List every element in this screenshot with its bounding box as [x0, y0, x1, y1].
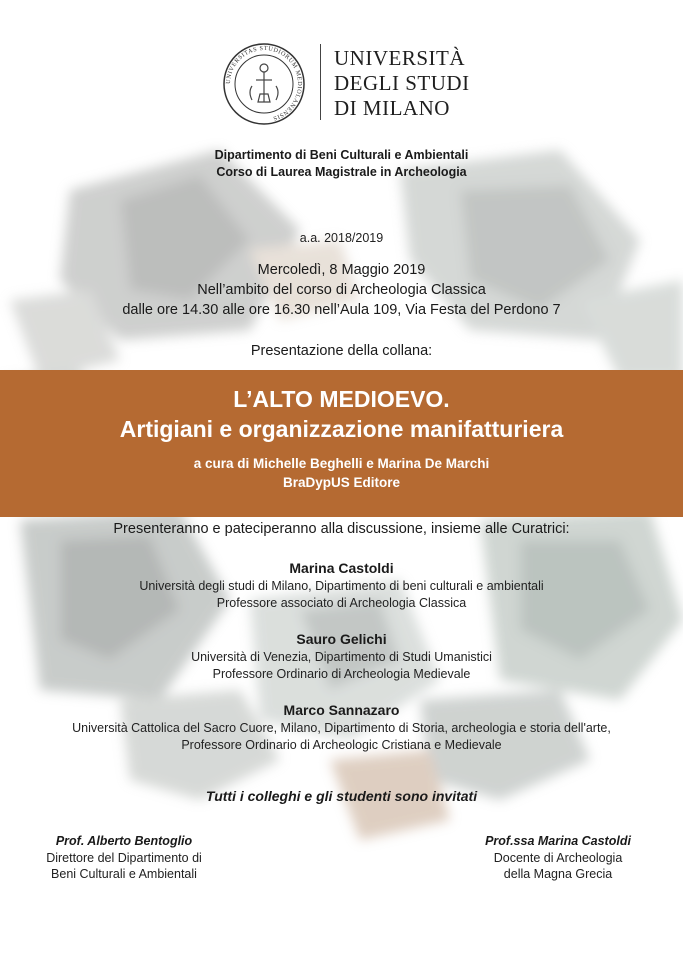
speaker-affiliation: Università di Venezia, Dipartimento di Studi Umanistici: [191, 650, 492, 664]
university-name: [334, 46, 470, 121]
signatory-name: Prof. Alberto Bentoglio: [55, 834, 193, 848]
course-line: Corso di Laurea Magistrale in Archeologia: [216, 165, 467, 179]
seal-text: UNIVERSITAS STUDIORUM MEDIOLANENSIS: [224, 44, 304, 122]
presentation-label: Presentazione della collana:: [250, 343, 433, 359]
event-details: [0, 260, 683, 320]
university-seal-icon: [222, 42, 306, 126]
university-name-line: DI MILANO: [334, 96, 450, 120]
academic-year: a.a. 2018/2019: [299, 231, 384, 245]
department-line: Dipartimento di Beni Culturali e Ambientali: [214, 148, 469, 162]
speaker-name: Marina Castoldi: [289, 560, 394, 576]
logo-divider: [320, 44, 321, 120]
event-context: Nell’ambito del corso di Archeologia Classica: [197, 282, 486, 298]
book-editors: a cura di Michelle Beghelli e Marina De Marchi: [193, 456, 490, 471]
signatory-role: Direttore del Dipartimento di: [46, 851, 202, 865]
signature-right: [438, 833, 678, 882]
book-credits: [0, 454, 683, 492]
speaker-block: [0, 701, 683, 754]
speaker-name: Marco Sannazaro: [283, 702, 400, 718]
event-time-place: dalle ore 14.30 alle ore 16.30 nell’Aula 109, Via Festa del Perdono 7: [122, 302, 561, 318]
signature-left: [4, 833, 244, 882]
book-title-line: L’ALTO MEDIOEVO.: [233, 386, 450, 412]
university-name-line: UNIVERSITÀ: [334, 46, 465, 70]
department-block: [0, 147, 683, 181]
speakers-intro: Presenteranno e pateciperanno alla discussione, insieme alle Curatrici:: [113, 521, 570, 537]
signatory-name: Prof.ssa Marina Castoldi: [485, 834, 631, 848]
speaker-role: Professore associato di Archeologia Classica: [216, 596, 467, 610]
speaker-affiliation: Università Cattolica del Sacro Cuore, Milano, Dipartimento di Storia, archeologia e storia dell'arte,: [72, 721, 611, 735]
invitation: Tutti i colleghi e gli studenti sono invitati: [205, 788, 478, 804]
speaker-block: [0, 559, 683, 612]
book-title: [0, 384, 683, 444]
speaker-block: [0, 630, 683, 683]
book-subtitle-line: Artigiani e organizzazione manifatturiera: [119, 416, 564, 442]
book-banner: [0, 370, 683, 517]
signatory-role: della Magna Grecia: [503, 867, 613, 881]
university-name-line: DEGLI STUDI: [334, 71, 470, 95]
speaker-name: Sauro Gelichi: [296, 631, 387, 647]
speaker-role: Professore Ordinario di Archeologic Cristiana e Medievale: [181, 738, 502, 752]
book-publisher: BraDypUS Editore: [282, 475, 401, 490]
speaker-affiliation: Università degli studi di Milano, Dipartimento di beni culturali e ambientali: [139, 579, 544, 593]
signatory-role: Beni Culturali e Ambientali: [51, 867, 197, 881]
signatory-role: Docente di Archeologia: [493, 851, 623, 865]
event-date: Mercoledì, 8 Maggio 2019: [257, 262, 426, 278]
speaker-role: Professore Ordinario di Archeologia Medievale: [212, 667, 471, 681]
